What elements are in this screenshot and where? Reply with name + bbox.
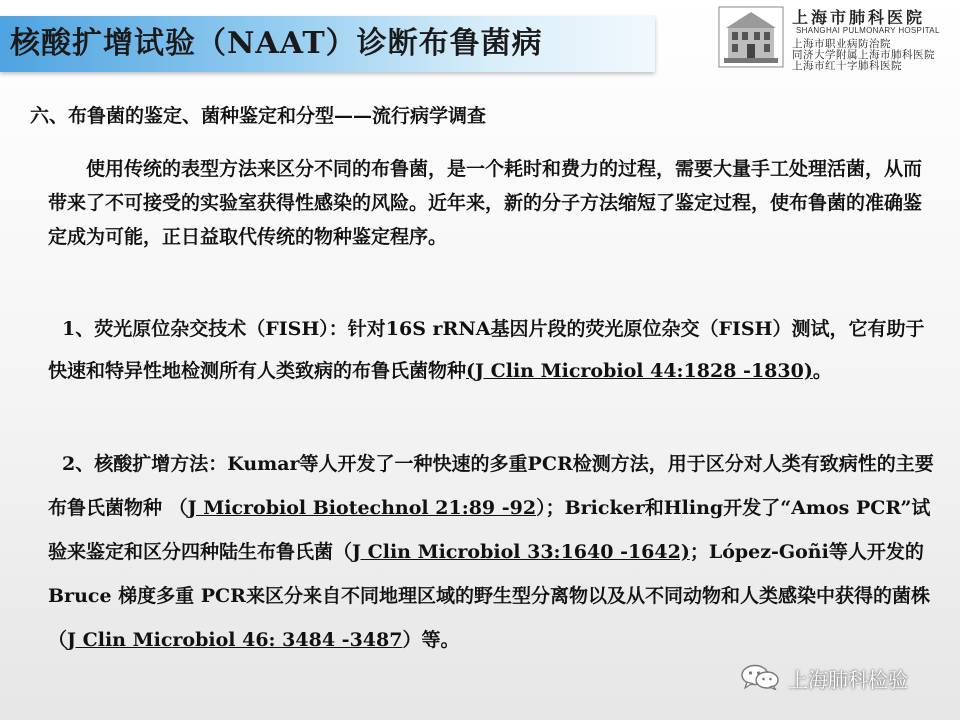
logo-name-cn: 上海市肺科医院 [792, 8, 926, 27]
logo-line-1: 上海市职业病防治院 [792, 38, 891, 50]
item-naat-part1: 2、核酸扩增方法：Kumar等人开发了一种快速的多重PCR检测方法，用于区分对人类有致病性的主要布鲁氏菌物种 （ [48, 453, 934, 519]
item-naat-part3: ；López-Goñi等人开发的Bruce 梯度多重 PCR来区分来自不同地理区域的野生型分离物以及从不同动物和人类感染中获得的菌株（ [48, 541, 930, 651]
title-band [0, 16, 655, 72]
item-naat-reference-2: J Clin Microbiol 33:1640 -1642) [352, 541, 690, 563]
item-fish-end: 。 [812, 360, 832, 382]
item-naat-reference-3: J Clin Microbiol 46: 3484 -3487 [67, 629, 403, 651]
item-naat-reference-1: J Microbiol Biotechnol 21:89 -92 [187, 497, 537, 519]
item-naat-part4: ）等。 [402, 629, 460, 651]
watermark-text: 上海肺科检验 [788, 668, 908, 692]
logo-name-en: SHANGHAI PULMONARY HOSPITAL [796, 26, 940, 35]
item-fish-reference: (J Clin Microbiol 44:1828 -1830) [466, 360, 813, 382]
hospital-building-icon [718, 6, 784, 68]
item-naat-part2: ）；Bricker和Hling开发了“Amos PCR”试验来鉴定和区分四种陆生布鲁氏菌（ [48, 497, 931, 563]
section-heading: 六、布鲁菌的鉴定、菌种鉴定和分型——流行病学调查 [30, 105, 487, 127]
item-fish [48, 308, 938, 392]
slide-title: 核酸扩增试验（NAAT）诊断布鲁菌病 [10, 26, 543, 61]
logo-line-3: 上海市红十字肺科医院 [792, 60, 902, 72]
intro-paragraph: 使用传统的表型方法来区分不同的布鲁菌，是一个耗时和费力的过程，需要大量手工处理活菌，从而带来了不可接受的实验室获得性感染的风险。近年来，新的分子方法缩短了鉴定过程，使布鲁菌的准确鉴定成为可能，正日益取代传统的物种鉴定程序。 [48, 158, 923, 248]
item-fish-text: 1、荧光原位杂交技术（FISH）：针对16S rRNA基因片段的荧光原位杂交（FISH）测试，它有助于快速和特异性地检测所有人类致病的布鲁氏菌物种 [48, 318, 925, 382]
wechat-icon [740, 664, 780, 690]
hospital-logo [718, 6, 950, 72]
item-naat [48, 442, 938, 662]
logo-line-2: 同济大学附属上海市肺科医院 [792, 49, 935, 61]
watermark [740, 662, 950, 692]
